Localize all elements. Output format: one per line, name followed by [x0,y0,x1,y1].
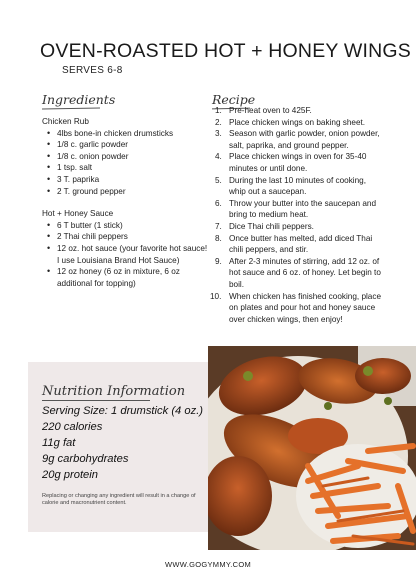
food-photo [208,346,416,550]
recipe-step: 7. Dice Thai chili peppers. [215,221,314,231]
list-item: • 2 Thai chili peppers [57,231,210,243]
nutrition-heading-text: Nutrition Information [42,384,186,399]
protein: 20g protein [42,469,98,481]
serves-label: SERVES 6-8 [62,65,123,76]
nutrition-heading [42,384,185,401]
recipe-step: 2. Place chicken wings on baking sheet. [215,117,366,127]
recipe-step: 8. Once butter has melted, add diced Thai chili peppers, and stir. [215,233,373,255]
ingredient-group-name: Chicken Rub [42,117,89,126]
nutrition-underline [42,400,150,401]
list-item: • 1/8 c. onion powder [57,151,210,163]
nutrition-facts [42,403,203,483]
footer-url: WWW.GOGYMMY.COM [164,560,252,569]
list-item: • 1/8 c. garlic powder [57,139,210,151]
ingredients-underline [42,107,100,109]
list-item: • 2 T. ground pepper [57,186,210,198]
recipe-step: 4. Place chicken wings in oven for 35-40 minutes or until done. [215,152,367,173]
page-title: OVEN-ROASTED HOT + HONEY WINGS [40,40,411,62]
ingredients-list [42,116,210,289]
food-photo-illustration [208,346,416,550]
chicken-rub-list [42,128,210,198]
ingredients-heading [42,92,115,109]
fat: 11g fat [42,437,76,449]
calories: 220 calories [42,421,103,433]
carbohydrates: 9g carbohydrates [42,453,129,465]
ingredient-group-name: Hot + Honey Sauce [42,209,114,219]
ingredients-heading-text: Ingredients [42,92,116,107]
list-item: • 12 oz. hot sauce (your favorite hot sauce! I use Louisiana Brand Hot Sauce) [57,243,210,266]
recipe-step: 1. Pre-heat oven to 425F. [215,106,312,115]
list-item: • 12 oz honey (6 oz in mixture, 6 oz additional for topping) [57,266,210,289]
list-item: • 1 tsp. salt [57,162,210,174]
recipe-step: 5. During the last 10 minutes of cooking, whip out a saucepan. [215,175,366,197]
list-item: • 6 T butter (1 stick) [57,220,210,232]
recipe-steps [210,105,385,325]
list-item: • 3 T. paprika [57,174,210,186]
serving-size: Serving Size: 1 drumstick (4 oz.) [42,405,204,417]
list-item: • 4lbs bone-in chicken drumsticks [57,128,210,140]
sauce-list [42,220,210,290]
recipe-heading-text: Recipe [212,92,256,107]
recipe-step: 3. Season with garlic powder, onion powder, salt, paprika, and ground pepper. [215,129,380,150]
recipe-step: 10. When chicken has finished cooking, place on plates and pour hot and honey sauce over chicken wings, then enjoy! [210,291,382,324]
recipe-step: 9. After 2-3 minutes of stirring, add 12 oz. of hot sauce and 6 oz. of honey. Let begin to boil. [215,256,381,289]
recipe-step: 6. Throw your butter into the saucepan and bring to medium heat. [215,198,377,220]
disclaimer: Replacing or changing any ingredient will result in a change of calorie and macronutrient content. [42,493,196,507]
